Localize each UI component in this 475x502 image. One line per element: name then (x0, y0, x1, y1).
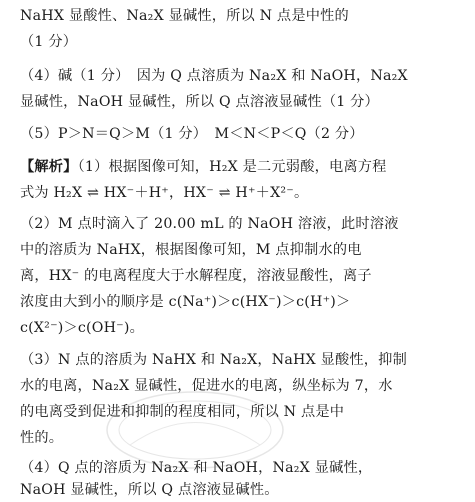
text-line-18: NaOH 显碱性，所以 Q 点溶液显碱性。 (20, 482, 279, 498)
text-line-14: 水的电离，Na₂X 显碱性，促进水的电离，纵坐标为 7，水 (20, 378, 393, 394)
text-line-5: （5）P＞N＝Q＞M（1 分） M＜N＜P＜Q（2 分） (20, 126, 364, 142)
text-line-17: （4）Q 点的溶质为 Na₂X 和 NaOH，Na₂X 显碱性， (20, 460, 373, 476)
text-line-1: NaHX 显酸性、Na₂X 显碱性，所以 N 点是中性的 (20, 8, 349, 24)
text-line-7: 式为 H₂X ⇌ HX⁻＋H⁺，HX⁻ ⇌ H⁺＋X²⁻。 (20, 185, 309, 201)
text-line-11: 浓度由大到小的顺序是 c(Na⁺)＞c(HX⁻)＞c(H⁺)＞ (20, 294, 351, 310)
text-line-4: 显碱性，NaOH 显碱性，所以 Q 点溶液显碱性（1 分） (20, 94, 379, 110)
text-line-16: 性的。 (20, 430, 64, 446)
analysis-label: 【解析】 (20, 159, 78, 175)
text-line-10: 离，HX⁻ 的电离程度大于水解程度，溶液显酸性，离子 (20, 268, 372, 284)
text-line-2: （1 分） (20, 34, 78, 50)
text-line-9: 中的溶质为 NaHX，根据图像可知，M 点抑制水的电 (20, 242, 362, 258)
text-line-13: （3）N 点的溶质为 NaHX 和 Na₂X，NaHX 显酸性，抑制 (20, 352, 407, 368)
text-line-8: （2）M 点时滴入了 20.00 mL 的 NaOH 溶液，此时溶液 (20, 216, 399, 232)
text-line-15: 的电离受到促进和抑制的程度相同，所以 N 点是中 (20, 404, 345, 420)
analysis-text: （1）根据图像可知，H₂X 是二元弱酸，电离方程 (77, 159, 387, 175)
analysis-line (20, 157, 387, 177)
text-line-12: c(X²⁻)＞c(OH⁻)。 (20, 320, 144, 336)
text-line-3: （4）碱（1 分） 因为 Q 点溶质为 Na₂X 和 NaOH，Na₂X (20, 68, 408, 84)
